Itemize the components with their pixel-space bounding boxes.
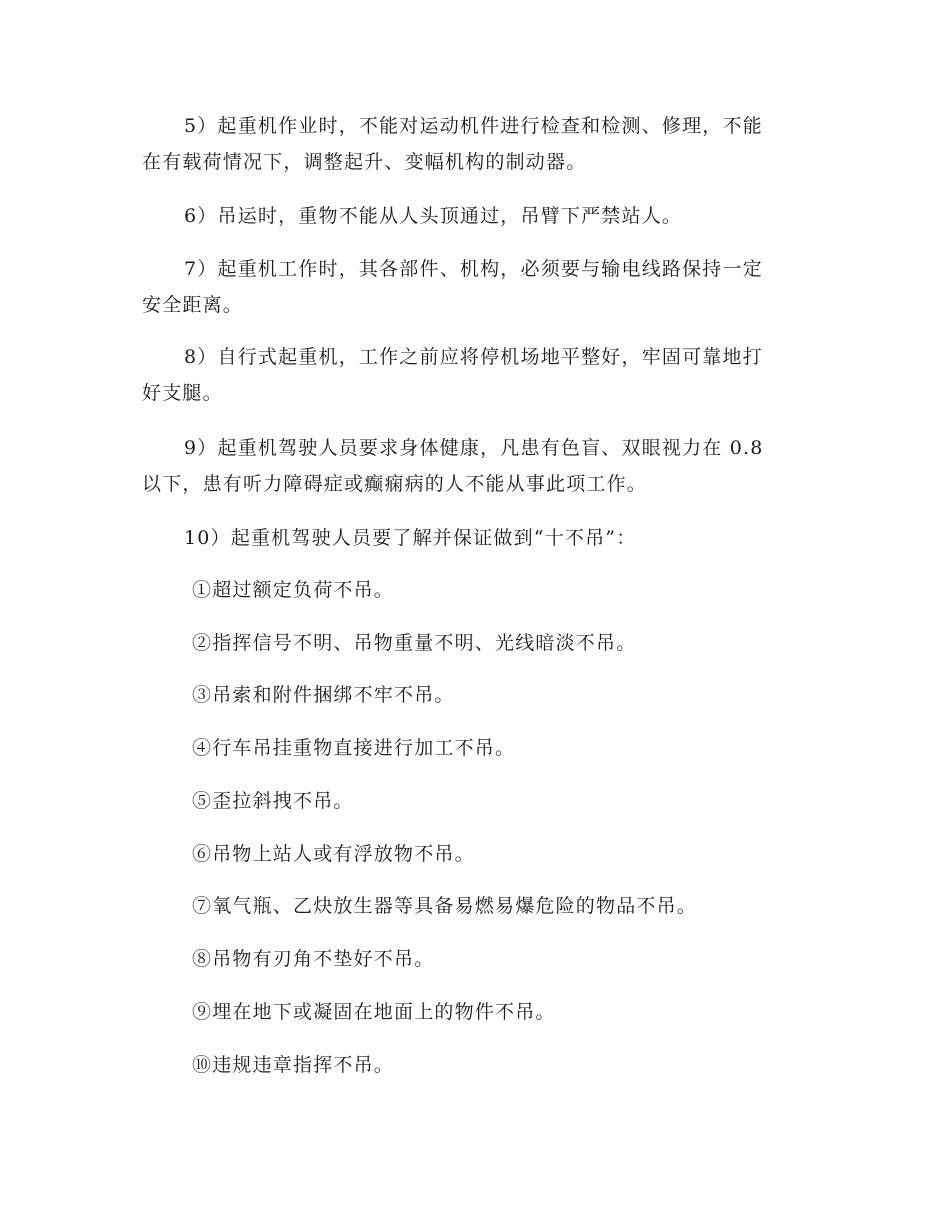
list-item: ⑤歪拉斜拽不吊。 [192,790,354,812]
paragraph-line: 7）起重机工作时，其各部件、机构，必须要与输电线路保持一定 [184,258,763,280]
paragraph-line: 安全距离。 [142,294,244,316]
list-item: ①超过额定负荷不吊。 [192,579,395,601]
list-item: ⑩违规违章指挥不吊。 [192,1054,395,1076]
paragraph-line: 9）起重机驾驶人员要求身体健康，凡患有色盲、双眼视力在 0.8 [184,437,764,459]
paragraph-line: 10）起重机驾驶人员要了解并保证做到“十不吊”： [184,527,637,549]
paragraph-10 [142,520,804,556]
paragraph-9 [142,430,804,502]
paragraph-line: 好支腿。 [142,382,223,404]
paragraph-line: 8）自行式起重机，工作之前应将停机场地平整好，牢固可靠地打 [184,346,763,368]
paragraph-8 [142,339,804,411]
paragraph-line: 在有载荷情况下，调整起升、变幅机构的制动器。 [142,151,587,173]
list-item: ⑨埋在地下或凝固在地面上的物件不吊。 [192,1001,556,1023]
paragraph-6 [142,198,804,234]
paragraph-7 [142,251,804,323]
paragraph-5 [142,108,804,180]
list-item: ②指挥信号不明、吊物重量不明、光线暗淡不吊。 [192,632,637,654]
list-item: ⑧吊物有刃角不垫好不吊。 [192,948,435,970]
list-item: ④行车吊挂重物直接进行加工不吊。 [192,737,516,759]
list-item: ⑥吊物上站人或有浮放物不吊。 [192,843,475,865]
list-item: ③吊索和附件捆绑不牢不吊。 [192,684,455,706]
paragraph-line: 5）起重机作业时，不能对运动机件进行检查和检测、修理，不能 [184,115,763,137]
paragraph-line: 以下，患有听力障碍症或癫痫病的人不能从事此项工作。 [142,473,648,495]
paragraph-line: 6）吊运时，重物不能从人头顶通过，吊臂下严禁站人。 [184,205,683,227]
list-item: ⑦氧气瓶、乙炔放生器等具备易燃易爆危险的物品不吊。 [192,895,698,917]
